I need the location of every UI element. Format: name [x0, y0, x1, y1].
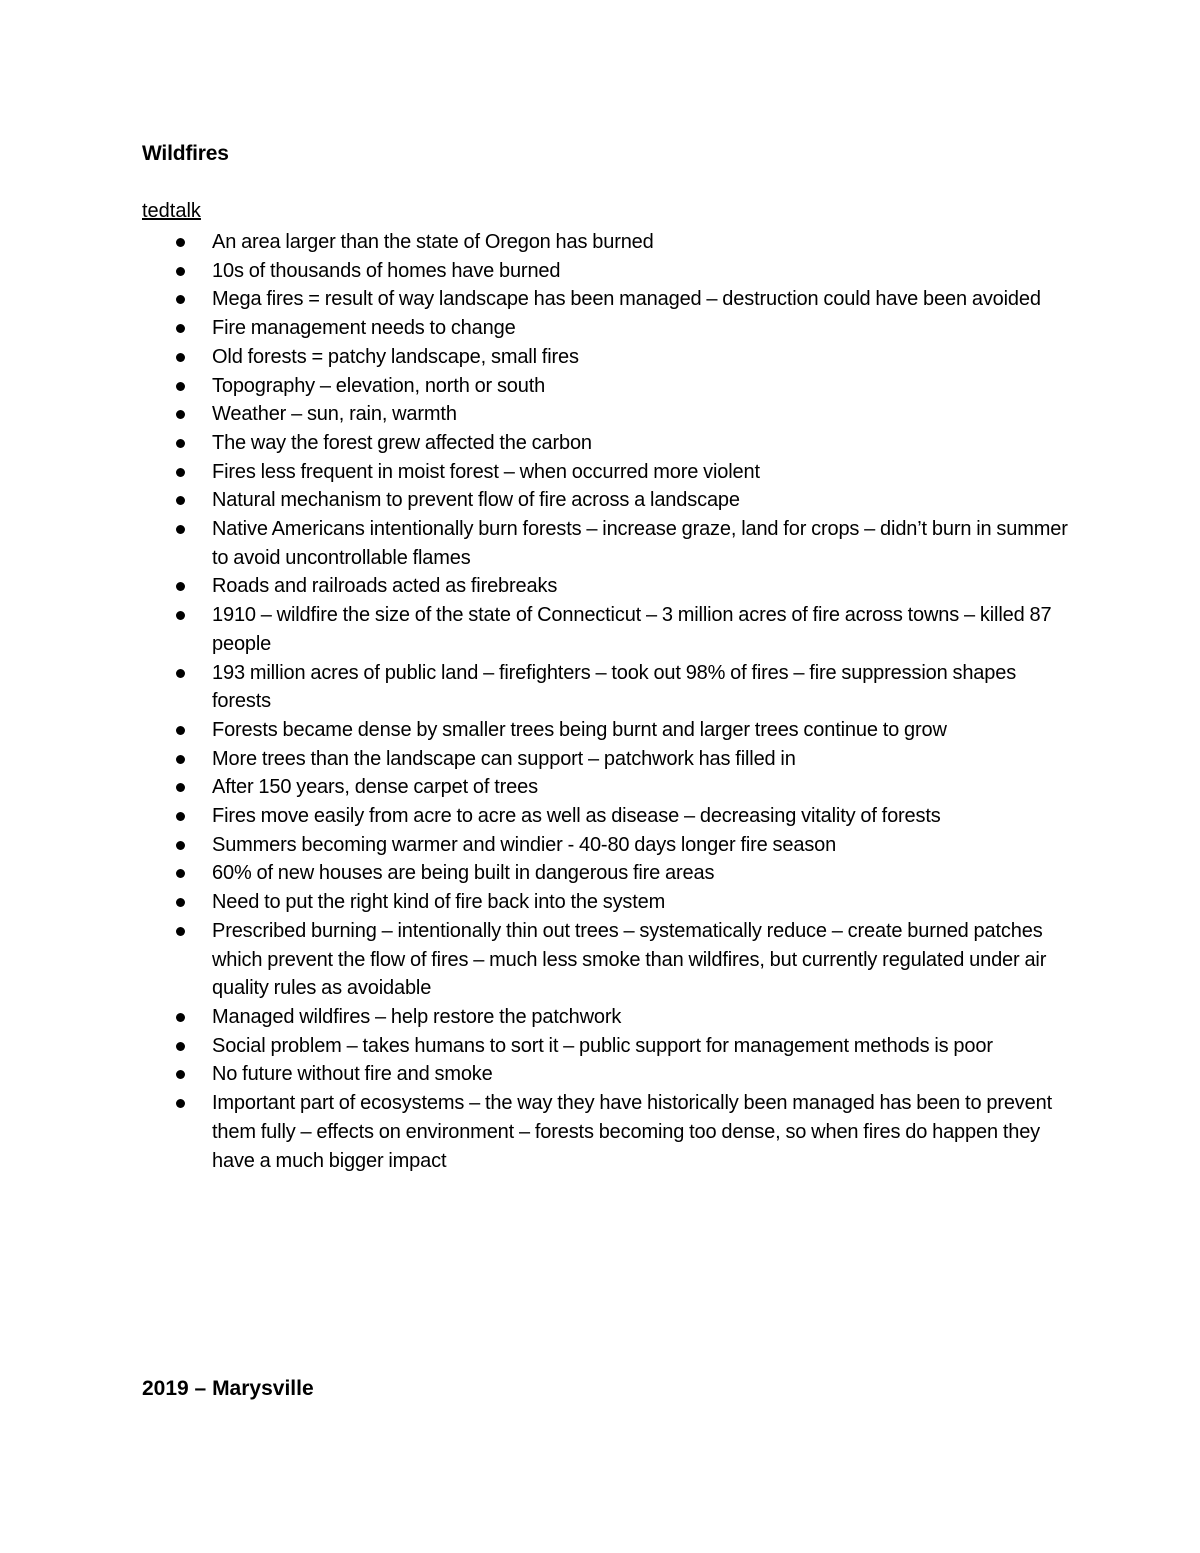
page-title: Wildfires — [142, 142, 229, 165]
bullet-dot-icon — [176, 812, 185, 821]
list-item-text: An area larger than the state of Oregon has burned — [212, 231, 654, 253]
list-item-text: After 150 years, dense carpet of trees — [212, 776, 538, 799]
list-item-text: Fires less frequent in moist forest – when occurred more violent — [212, 460, 760, 483]
list-item — [142, 429, 1072, 458]
bullet-dot-icon — [176, 582, 185, 591]
list-item — [142, 745, 1072, 774]
bullet-dot-icon — [176, 1070, 185, 1079]
list-item — [142, 1003, 1072, 1032]
bullet-dot-icon — [176, 783, 185, 792]
list-item — [142, 314, 1072, 343]
bullet-dot-icon — [176, 525, 185, 534]
list-item — [142, 601, 1072, 658]
list-item — [142, 888, 1072, 917]
bullet-dot-icon — [176, 927, 185, 936]
list-item-text: Natural mechanism to prevent flow of fire across a landscape — [212, 489, 740, 512]
bullet-list — [142, 228, 1072, 1175]
list-item — [142, 285, 1072, 314]
list-item-text: 193 million acres of public land – firefighters – took out 98% of fires – fire suppression shapes forests — [212, 661, 1017, 713]
bullet-dot-icon — [176, 324, 185, 333]
list-item-text: 1910 – wildfire the size of the state of Connecticut – 3 million acres of fire across towns – killed 87 people — [212, 604, 1052, 655]
section-heading-2019: 2019 – Marysville — [142, 1377, 314, 1400]
list-item-text: Fires move easily from acre to acre as well as disease – decreasing vitality of forests — [212, 805, 941, 828]
list-item — [142, 1032, 1072, 1061]
bullet-dot-icon — [176, 238, 185, 247]
list-item-text: Fire management needs to change — [212, 317, 516, 340]
list-item-text: Important part of ecosystems – the way they have historically been managed has been to prevent them fully – effects on environment – forests becoming too dense, so when fires do happen they have a much bigger impact — [212, 1092, 1053, 1172]
bullet-dot-icon — [176, 611, 185, 620]
bullet-dot-icon — [176, 439, 185, 448]
bullet-dot-icon — [176, 869, 185, 878]
bullet-dot-icon — [176, 295, 185, 304]
list-item — [142, 659, 1072, 716]
bullet-dot-icon — [176, 1013, 185, 1022]
list-item-text: Old forests = patchy landscape, small fires — [212, 345, 579, 368]
list-item — [142, 515, 1072, 572]
bullet-dot-icon — [176, 898, 185, 907]
bullet-dot-icon — [176, 353, 185, 362]
list-item — [142, 228, 1072, 257]
bullet-dot-icon — [176, 669, 185, 678]
section-label-tedtalk: tedtalk — [142, 200, 201, 222]
list-item — [142, 917, 1072, 1003]
list-item-text: Summers becoming warmer and windier - 40-80 days longer fire season — [212, 833, 837, 856]
bullet-dot-icon — [176, 841, 185, 850]
list-item-text: More trees than the landscape can support – patchwork has filled in — [212, 747, 796, 770]
list-item — [142, 572, 1072, 601]
list-item-text: Need to put the right kind of fire back into the system — [212, 891, 666, 914]
list-item-text: No future without fire and smoke — [212, 1063, 493, 1086]
list-item — [142, 802, 1072, 831]
bullet-dot-icon — [176, 267, 185, 276]
list-item — [142, 1089, 1072, 1175]
list-item — [142, 773, 1072, 802]
bullet-dot-icon — [176, 755, 185, 764]
list-item — [142, 343, 1072, 372]
list-item-text: The way the forest grew affected the carbon — [212, 431, 592, 454]
list-item — [142, 458, 1072, 487]
list-item-text: Managed wildfires – help restore the patchwork — [212, 1005, 622, 1028]
bullet-dot-icon — [176, 468, 185, 477]
list-item-text: Forests became dense by smaller trees being burnt and larger trees continue to grow — [212, 718, 947, 741]
list-item — [142, 859, 1072, 888]
list-item — [142, 400, 1072, 429]
list-item — [142, 831, 1072, 860]
bullet-dot-icon — [176, 382, 185, 391]
bullet-dot-icon — [176, 410, 185, 419]
list-item — [142, 716, 1072, 745]
list-item-text: Weather – sun, rain, warmth — [212, 403, 457, 426]
bullet-dot-icon — [176, 1042, 185, 1051]
list-item-text: Topography – elevation, north or south — [212, 374, 546, 397]
list-item-text: Social problem – takes humans to sort it – public support for management methods is poor — [212, 1034, 993, 1057]
bullet-dot-icon — [176, 1099, 185, 1108]
list-item-text: Native Americans intentionally burn forests – increase graze, land for crops – didn’t burn in summer to avoid uncontrollable flames — [212, 518, 1068, 569]
list-item-text: 10s of thousands of homes have burned — [212, 259, 561, 282]
list-item-text: 60% of new houses are being built in dangerous fire areas — [212, 862, 715, 885]
list-item-text: Roads and railroads acted as firebreaks — [212, 575, 558, 598]
bullet-dot-icon — [176, 496, 185, 505]
list-item — [142, 257, 1072, 286]
list-item — [142, 372, 1072, 401]
list-item — [142, 1060, 1072, 1089]
bullet-dot-icon — [176, 726, 185, 735]
list-item-text: Mega fires = result of way landscape has been managed – destruction could have been avoided — [212, 288, 1041, 311]
list-item — [142, 486, 1072, 515]
list-item-text: Prescribed burning – intentionally thin out trees – systematically reduce – create burned patches which prevent the flow of fires – much less smoke than wildfires, but currently regulated under air quality rules as avoidable — [212, 919, 1047, 1000]
